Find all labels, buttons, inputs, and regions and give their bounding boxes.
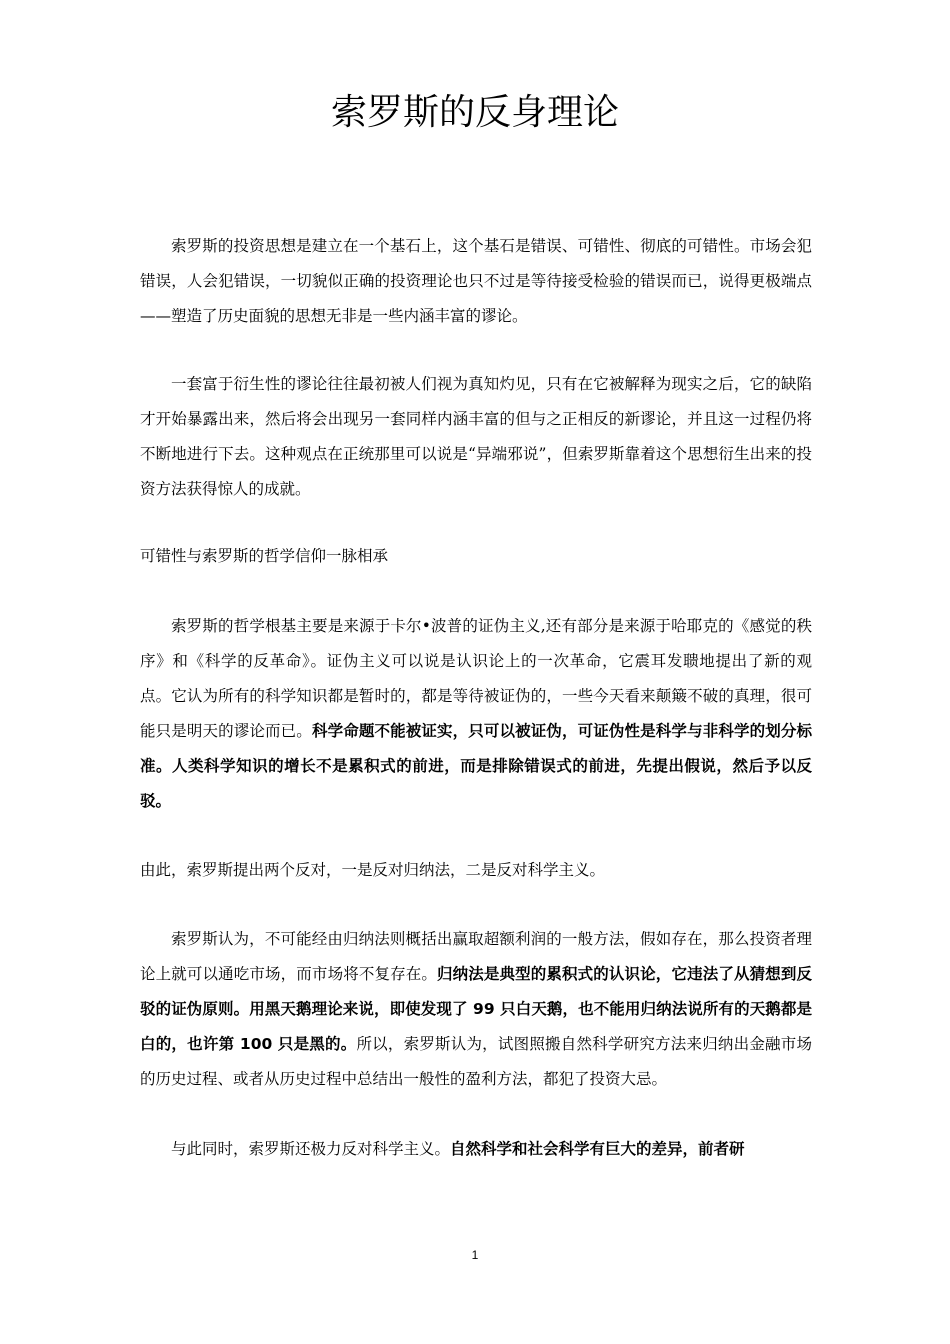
paragraph-1: 索罗斯的投资思想是建立在一个基石上，这个基石是错误、可错性、彻底的可错性。市场会犯错误，人会犯错误，一切貌似正确的投资理论也只不过是等待接受检验的错误而已，说得更极端点——塑造了历史面貌的思想无非是一些内涵丰富的谬论。: [140, 237, 812, 325]
paragraph-4: 由此，索罗斯提出两个反对，一是反对归纳法，二是反对科学主义。: [140, 861, 606, 879]
paragraph-6: [140, 1132, 812, 1167]
document-title: 索罗斯的反身理论: [330, 92, 619, 133]
paragraph-5-bold: 归纳法是典型的累积式的认识论，它违法了从猜想到反驳的证伪原则。用黑天鹅理论来说，即使发现了 99 只白天鹅，也不能用归纳法说所有的天鹅都是白的，也许第 100 只是黑的。: [140, 965, 812, 1053]
paragraph-5-text-a: 索罗斯认为，不可能经由归纳法则概括出赢取超额利润的一般方法，假如存在，那么投资者理论上就可以通吃市场，而市场将不复存在。: [140, 930, 812, 983]
paragraph-5-text-c: 所以，索罗斯认为，试图照搬自然科学研究方法来归纳出金融市场的历史过程、或者从历史过程中总结出一般性的盈利方法，都犯了投资大忌。: [140, 1035, 812, 1088]
section-heading: 可错性与索罗斯的哲学信仰一脉相承: [140, 547, 389, 565]
paragraph-5: [140, 922, 812, 1097]
paragraph-2: 一套富于衍生性的谬论往往最初被人们视为真知灼见，只有在它被解释为现实之后，它的缺陷才开始暴露出来，然后将会出现另一套同样内涵丰富的但与之正相反的新谬论，并且这一过程仍将不断地进行下去。这种观点在正统那里可以说是“异端邪说”，但索罗斯靠着这个思想衍生出来的投资方法获得惊人的成就。: [140, 375, 812, 498]
page-number: 1: [471, 1248, 479, 1262]
paragraph-6-text: 与此同时，索罗斯还极力反对科学主义。: [171, 1140, 451, 1158]
paragraph-3: [140, 609, 812, 819]
paragraph-3-bold: 科学命题不能被证实，只可以被证伪，可证伪性是科学与非科学的划分标准。人类科学知识的增长不是累积式的前进，而是排除错误式的前进，先提出假说，然后予以反驳。: [140, 722, 812, 810]
paragraph-6-bold: 自然科学和社会科学有巨大的差异，前者研: [450, 1140, 745, 1158]
paragraph-3-text: 索罗斯的哲学根基主要是来源于卡尔•波普的证伪主义,还有部分是来源于哈耶克的《感觉的秩序》和《科学的反革命》。证伪主义可以说是认识论上的一次革命，它震耳发聩地提出了新的观点。它认为所有的科学知识都是暂时的，都是等待被证伪的，一些今天看来颠簸不破的真理，很可能只是明天的谬论而已。: [140, 617, 812, 740]
